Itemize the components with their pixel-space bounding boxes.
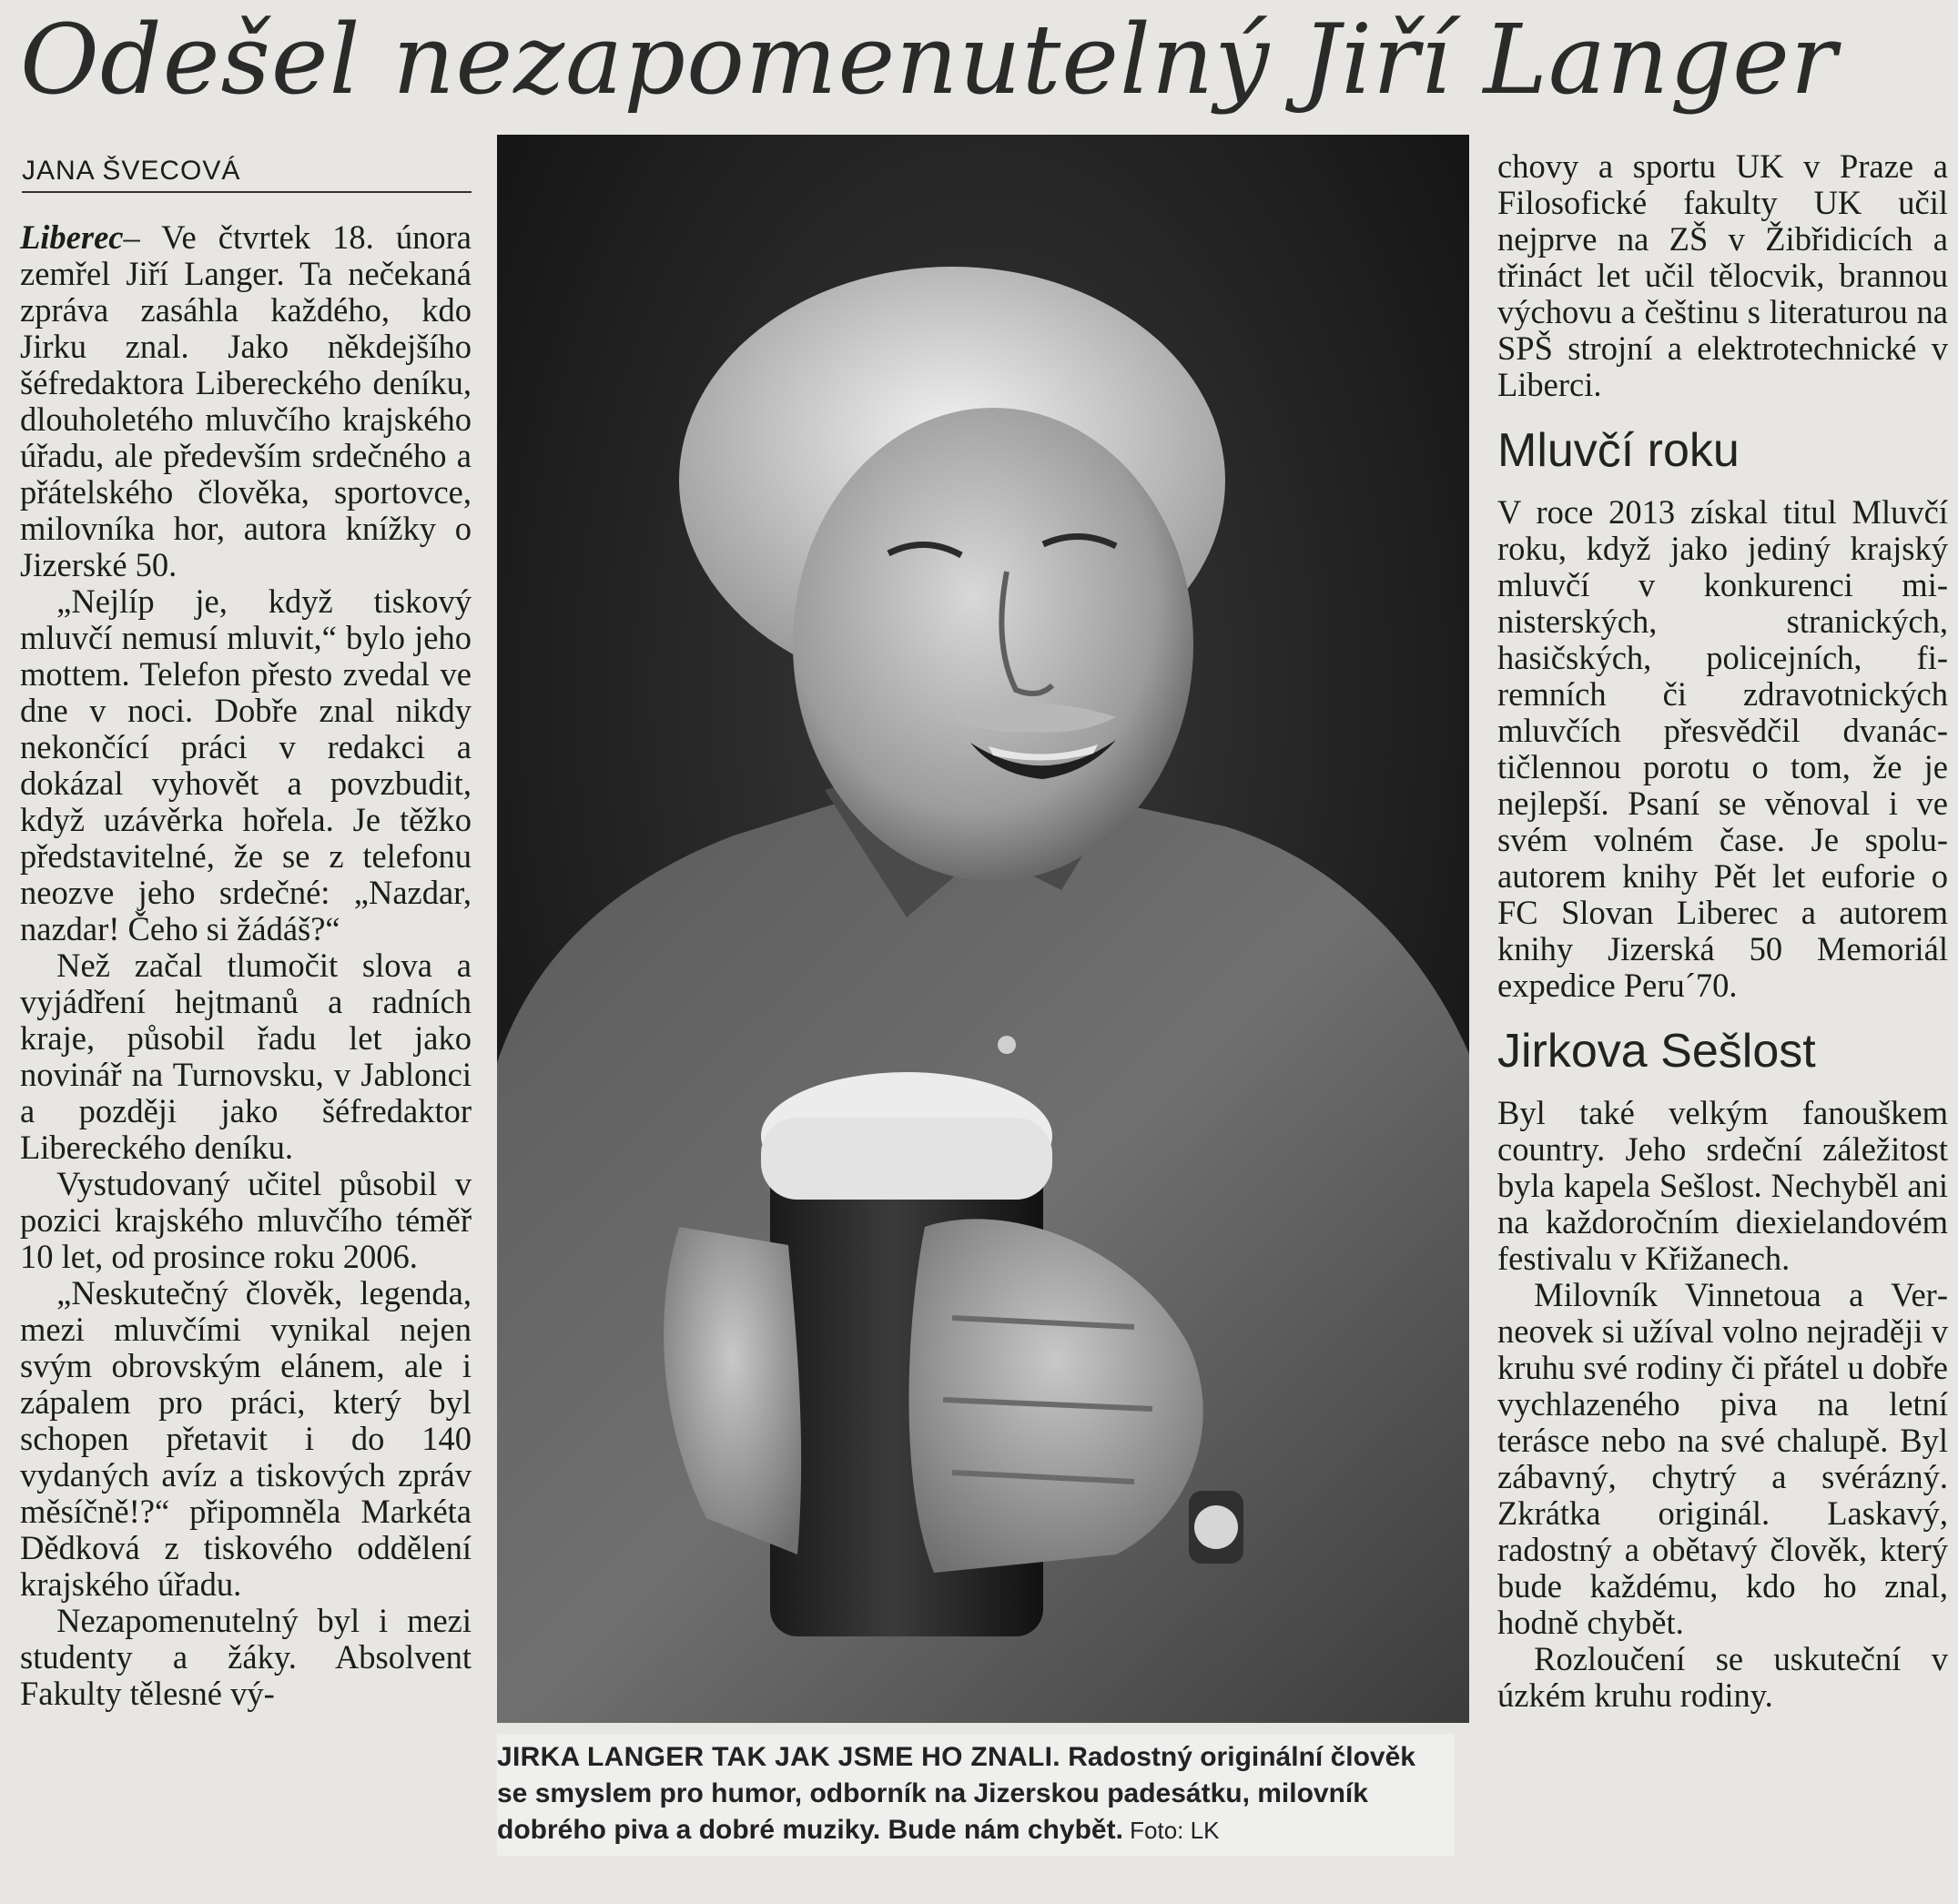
photo-caption [497, 1734, 1455, 1856]
location-label: Liberec [20, 218, 124, 256]
subhead-jirkova-seslost: Jirkova Sešlost [1497, 1025, 1816, 1078]
photo-credit: Foto: LK [1122, 1817, 1220, 1844]
article-photo [497, 135, 1469, 1723]
subhead-mluvci-roku: Mluvčí roku [1497, 424, 1740, 477]
caption-heading: JIRKA LANGER TAK JAK JSME HO ZNALI. [497, 1742, 1060, 1772]
body-paragraph: V roce 2013 získal titul Mluvčí roku, když jako jediný krajský mluvčí v konkurenci ministerských, stranických, hasičských, policejních, firemních či zdravotnických mluvčích přesvědčil dvanáctičlennou porotu o tom, že je nejlepší. Psaní se věnoval i ve svém volném čase. Je spoluautorem knihy Pět let euforie o FC Slovan Liberec a autorem knihy Jizerská 50 Memoriál expedice Peru´70. [1497, 493, 1948, 1004]
body-paragraph: Nezapomenutelný byl i mezi studenty a žáky. Absolvent Fakulty tělesné vý- [20, 1602, 472, 1712]
photo-illustration [497, 135, 1469, 1723]
caption-text: Radostný originální člověk se smyslem pro humor, odborník na Jizerskou padesátku, milovník dobrého piva a dobré muziky. Bude nám chybět. [497, 1742, 1415, 1845]
headline: Odešel nezapomenutelný Jiří Langer [20, 4, 1838, 116]
body-paragraph: „Nejlíp je, když tiskový mluvčí nemusí mluvit,“ bylo jeho mottem. Telefon přesto zvedal ve dne v noci. Dobře znal nikdy nekončící práci v redakci a dokázal vyhovět a povzbudit, když uzávěrka hořela. Je těžko představitelné, že se z telefonu neozve jeho srdečné: „Nazdar, nazdar! Čeho si žádáš?“ [20, 582, 472, 947]
left-column [20, 219, 472, 1712]
body-paragraph: Milovník Vinnetoua a Verneovek si užíval volno nejraději v kruhu své rodiny či přátel u dobře vychlazeného piva na letní terásce nebo na své chalupě. Byl zábavný, chytrý a svérázný. Zkrátka originál. Laskavý, radostný a obětavý člověk, který bude každému, kdo ho znal, hodně chybět. [1497, 1276, 1948, 1641]
body-paragraph: Rozloučení se uskuteční v úzkém kruhu rodiny. [1497, 1640, 1948, 1714]
right-column [1497, 148, 1948, 1714]
body-paragraph: Byl také velkým fanouškem country. Jeho srdeční záležitost byla kapela Sešlost. Nechyběl ani na každoročním diexielandovém festivalu v Křižanech. [1497, 1094, 1948, 1277]
lead-paragraph [20, 219, 472, 583]
byline: JANA ŠVECOVÁ [22, 153, 472, 193]
body-paragraph: Vystudovaný učitel působil v pozici krajského mluvčího téměř 10 let, od prosince roku 2006. [20, 1165, 472, 1275]
continued-paragraph: chovy a sportu UK v Praze a Filosofické fakulty UK učil nejprve na ZŠ v Žibřidicích a třináct let učil tělocvik, brannou výchovu a češtinu s literaturou na SPŠ strojní a elektrotechnické v Liberci. [1497, 147, 1948, 403]
body-paragraph: „Neskutečný člověk, legenda, mezi mluvčími vynikal nejen svým obrovským elánem, ale i zápalem pro práci, který byl schopen přetavit i do 140 vydaných avíz a tiskových zpráv měsíčně!?“ připomněla Markéta Dědková z tiskového oddělení krajského úřadu. [20, 1274, 472, 1603]
body-paragraph: Než začal tlumočit slova a vyjádření hejtmanů a radních kraje, působil řadu let jako novinář na Turnovsku, v Jablonci a později jako šéfredaktor Libereckého deníku. [20, 947, 472, 1166]
lead-text: – Ve čtvrtek 18. února zemřel Jiří Langer. Ta nečekaná zpráva zasáhla každého, kdo Jirku znal. Jako někdejšího šéfredaktora Libereckého deníku, dlouholetého mluvčího krajského úřadu, ale především srdečného a přátelského člověka, sportovce, milovníka hor, autora knížky o Jizerské 50. [20, 218, 472, 583]
